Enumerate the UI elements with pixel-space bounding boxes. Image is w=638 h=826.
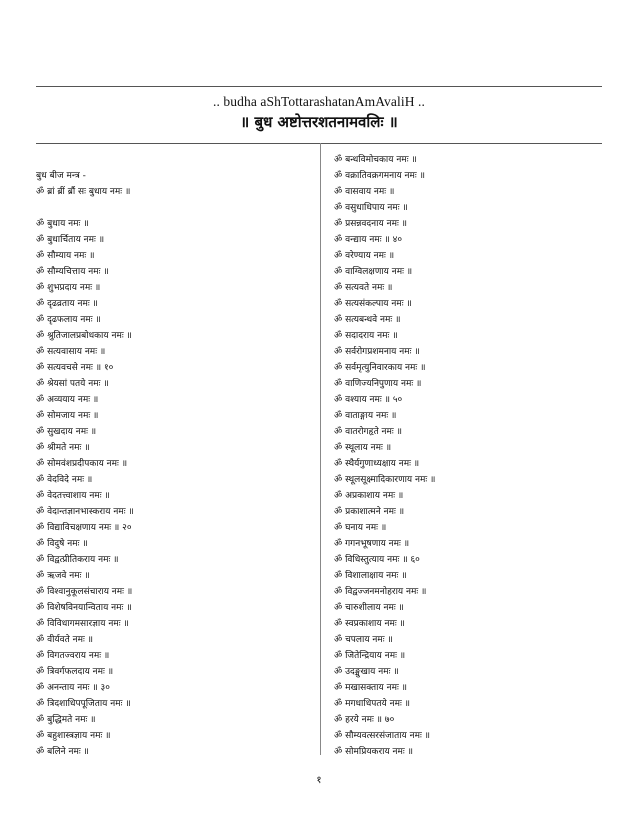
mantra-line: ॐ त्रिदशाधिपपूजिताय नमः ॥	[36, 699, 131, 709]
mantra-line: ॐ अव्ययाय नमः ॥	[36, 395, 99, 405]
mantra-line: ॐ ब्रां ब्रीं ब्रौं सः बुधाय नमः ॥	[36, 187, 131, 197]
mantra-line: ॐ वक्रातिवक्रगमनाय नमः ॥	[334, 171, 425, 181]
mantra-line: ॐ विद्याविचक्षणाय नमः ॥ २०	[36, 523, 132, 533]
mantra-line: ॐ मगधाधिपतये नमः ॥	[334, 699, 411, 709]
mantra-line: ॐ सुखदाय नमः ॥	[36, 427, 97, 437]
title-devanagari: ॥ बुध अष्टोत्तरशतनामवलिः ॥	[240, 113, 398, 131]
mantra-line: ॐ हरये नमः ॥ ७०	[334, 715, 395, 725]
mantra-line: ॐ प्रकाशात्मने नमः ॥	[334, 507, 405, 517]
mantra-line: ॐ सौम्यचित्ताय नमः ॥	[36, 267, 109, 277]
mantra-line: ॐ अप्रकाशाय नमः ॥	[334, 491, 404, 501]
mantra-line: ॐ वासवाय नमः ॥	[334, 187, 395, 197]
mantra-line: ॐ सत्यबन्धवे नमः ॥	[334, 315, 401, 325]
mantra-line: ॐ विगतज्वराय नमः ॥	[36, 651, 110, 661]
mantra-line: ॐ विशेषविनयान्विताय नमः ॥	[36, 603, 132, 613]
mantra-line	[36, 152, 316, 168]
mantra-line: ॐ चपलाय नमः ॥	[334, 635, 393, 645]
mantra-line: ॐ विदुषे नमः ॥	[36, 539, 88, 549]
mantra-line: ॐ वसुधाधिपाय नमः ॥	[334, 203, 408, 213]
mantra-line: ॐ विधिस्तुत्याय नमः ॥ ६०	[334, 555, 420, 565]
right-column	[334, 152, 602, 760]
mantra-line: ॐ बुद्धिमते नमः ॥	[36, 715, 96, 725]
mantra-line: ॐ श्रीमते नमः ॥	[36, 443, 90, 453]
mantra-line: ॐ स्वप्रकाशाय नमः ॥	[334, 619, 405, 629]
mantra-line: ॐ घनाय नमः ॥	[334, 523, 387, 533]
mantra-line: ॐ वाताङ्गाय नमः ॥	[334, 411, 397, 421]
mantra-line: ॐ ऋजवे नमः ॥	[36, 571, 90, 581]
mantra-line: ॐ सर्वरोगप्रशमनाय नमः ॥	[334, 347, 420, 357]
left-column	[36, 152, 316, 760]
mantra-line: ॐ जितेन्द्रियाय नमः ॥	[334, 651, 406, 661]
mantra-line: ॐ बन्धविमोचकाय नमः ॥	[334, 155, 417, 165]
mantra-line: ॐ स्थूलाय नमः ॥	[334, 443, 392, 453]
mantra-line: ॐ अनन्ताय नमः ॥ ३०	[36, 683, 110, 693]
mantra-line: ॐ चारुशीलाय नमः ॥	[334, 603, 404, 613]
mantra-line: ॐ विशालाक्षाय नमः ॥	[334, 571, 407, 581]
mantra-line: ॐ वरेण्याय नमः ॥	[334, 251, 395, 261]
mantra-line: ॐ विविधागमसारज्ञाय नमः ॥	[36, 619, 129, 629]
mantra-line	[36, 200, 316, 216]
mantra-line: ॐ वीर्यवते नमः ॥	[36, 635, 94, 645]
bottom-rule	[36, 143, 602, 144]
mantra-line: ॐ त्रिवर्गफलदाय नमः ॥	[36, 667, 114, 677]
mantra-line: ॐ वातरोगहृते नमः ॥	[334, 427, 403, 437]
mantra-line: ॐ सोमजाय नमः ॥	[36, 411, 99, 421]
mantra-line: ॐ गगनभूषणाय नमः ॥	[334, 539, 410, 549]
top-rule	[36, 86, 602, 87]
mantra-line: बुध बीज मन्त्र -	[36, 171, 86, 181]
mantra-line: ॐ सर्वमृत्युनिवारकाय नमः ॥	[334, 363, 426, 373]
mantra-line: ॐ वश्याय नमः ॥ ५०	[334, 395, 403, 405]
mantra-line: ॐ बुधार्चिताय नमः ॥	[36, 235, 105, 245]
mantra-line: ॐ वेदविदे नमः ॥	[36, 475, 93, 485]
mantra-line: ॐ बुधाय नमः ॥	[36, 219, 89, 229]
mantra-line: ॐ दृढफलाय नमः ॥	[36, 315, 101, 325]
mantra-line: ॐ मखासक्ताय नमः ॥	[334, 683, 408, 693]
page-number: १	[316, 775, 322, 786]
mantra-line: ॐ विद्वत्प्रीतिकराय नमः ॥	[36, 555, 119, 565]
mantra-line: ॐ प्रसन्नवदनाय नमः ॥	[334, 219, 408, 229]
mantra-line: ॐ वेदान्तज्ञानभास्कराय नमः ॥	[36, 507, 134, 517]
mantra-line: ॐ स्थैर्यगुणाध्यक्षाय नमः ॥	[334, 459, 420, 469]
title-transliteration: .. budha aShTottarashatanAmAvaliH ..	[213, 94, 425, 109]
mantra-line: ॐ सत्यवचसे नमः ॥ १०	[36, 363, 114, 373]
mantra-line: ॐ वाणिज्यनिपुणाय नमः ॥	[334, 379, 422, 389]
mantra-line: ॐ दृढव्रताय नमः ॥	[36, 299, 98, 309]
mantra-line: ॐ वेदतत्त्वाशाय नमः ॥	[36, 491, 110, 501]
mantra-line: ॐ बलिने नमः ॥	[36, 747, 89, 757]
mantra-line: ॐ उदङ्मुखाय नमः ॥	[334, 667, 399, 677]
mantra-line: ॐ वाग्विलक्षणाय नमः ॥	[334, 267, 413, 277]
mantra-line: ॐ विद्वज्जनमनोहराय नमः ॥	[334, 587, 427, 597]
mantra-line: ॐ सौम्याय नमः ॥	[36, 251, 95, 261]
mantra-line: ॐ सत्यसंकल्पाय नमः ॥	[334, 299, 412, 309]
mantra-line: ॐ श्रुतिजालप्रबोधकाय नमः ॥	[36, 331, 132, 341]
mantra-line: ॐ श्रेयसां पतये नमः ॥	[36, 379, 109, 389]
column-divider	[320, 143, 321, 755]
mantra-line: ॐ सदादराय नमः ॥	[334, 331, 398, 341]
mantra-line: ॐ सोमप्रियकराय नमः ॥	[334, 747, 413, 757]
mantra-line: ॐ बहुशास्त्रज्ञाय नमः ॥	[36, 731, 111, 741]
mantra-line: ॐ शुभप्रदाय नमः ॥	[36, 283, 101, 293]
mantra-line: ॐ सौम्यवत्सरसंजाताय नमः ॥	[334, 731, 431, 741]
mantra-line: ॐ विश्वानुकूलसंचाराय नमः ॥	[36, 587, 133, 597]
mantra-line: ॐ सत्यवासाय नमः ॥	[36, 347, 106, 357]
mantra-line: ॐ स्थूलसूक्ष्मादिकारणाय नमः ॥	[334, 475, 436, 485]
mantra-line: ॐ सत्यवते नमः ॥	[334, 283, 393, 293]
mantra-line: ॐ वन्द्याय नमः ॥ ४०	[334, 235, 403, 245]
mantra-line: ॐ सोमवंशप्रदीपकाय नमः ॥	[36, 459, 128, 469]
